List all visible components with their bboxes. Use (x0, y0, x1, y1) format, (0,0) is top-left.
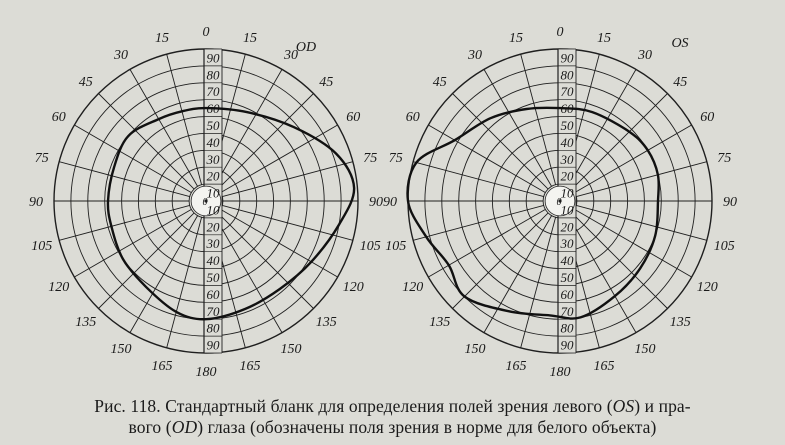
radial-label-lower: 60 (206, 286, 220, 302)
angle-label-30: 30 (638, 47, 652, 63)
radial-label-lower: 10 (206, 202, 220, 218)
meridian-line-45 (218, 94, 314, 190)
angle-label-90: 90 (369, 195, 383, 210)
angle-label-135: 135 (669, 315, 691, 331)
angle-label-240: 120 (402, 280, 424, 295)
angle-label-210: 150 (110, 342, 132, 358)
radial-label-upper: 30 (206, 151, 220, 167)
angle-label-165: 165 (593, 359, 615, 375)
angle-label-0: 0 (202, 25, 210, 40)
radial-label-upper: 50 (206, 118, 220, 133)
radial-label-upper: 90 (206, 50, 220, 66)
meridian-line-240 (74, 209, 191, 277)
radial-label-upper: 60 (560, 101, 574, 117)
radial-label-lower: 70 (560, 303, 574, 319)
angle-label-150: 150 (280, 342, 302, 358)
radial-label-lower: 80 (560, 320, 574, 336)
caption-part-2: ) и пра- (634, 396, 691, 416)
meridian-line-240 (428, 209, 545, 277)
caption-part-1: Рис. 118. Стандартный бланк для определения полей зрения левого ( (94, 396, 613, 416)
angle-label-255: 105 (31, 239, 53, 254)
meridian-line-210 (130, 216, 198, 333)
radial-label-lower: 30 (560, 236, 574, 252)
radial-label-lower: 30 (206, 236, 220, 252)
radial-label-lower: 40 (206, 253, 220, 269)
angle-label-180: 180 (195, 365, 217, 380)
angle-label-210: 150 (464, 342, 486, 358)
angle-label-345: 15 (509, 30, 523, 46)
angle-label-285: 75 (388, 151, 403, 166)
radial-label-upper: 40 (560, 134, 574, 150)
angle-label-315: 45 (432, 74, 447, 90)
angle-label-75: 75 (717, 151, 732, 166)
angle-label-300: 60 (51, 110, 66, 125)
chart-left-eye-os (383, 25, 737, 380)
meridian-line-285 (59, 162, 190, 197)
angle-label-150: 150 (634, 342, 656, 358)
angle-label-330: 30 (114, 47, 128, 63)
caption-part-4: ) глаза (обозначены поля зрения в норме для белого объекта) (197, 417, 657, 437)
meridian-line-300 (74, 125, 191, 193)
radial-label-lower: 90 (206, 337, 220, 353)
radial-label-lower: 50 (560, 270, 574, 285)
meridian-line-75 (222, 162, 352, 197)
angle-label-300: 60 (405, 110, 420, 125)
angle-label-240: 120 (48, 280, 70, 295)
radial-label-upper: 70 (560, 84, 574, 100)
center-zero-label: 0 (202, 197, 208, 208)
radial-label-upper: 70 (206, 84, 220, 100)
meridian-line-60 (221, 125, 338, 193)
radial-label-lower: 20 (560, 219, 574, 235)
angle-label-60: 60 (346, 110, 361, 125)
eye-label: OS (671, 36, 689, 51)
angle-label-225: 135 (429, 315, 451, 331)
radial-label-upper: 10 (560, 185, 574, 201)
angle-label-315: 45 (78, 74, 93, 90)
meridian-line-345 (167, 54, 202, 185)
meridian-line-345 (521, 54, 556, 185)
radial-label-upper: 80 (560, 67, 574, 83)
meridian-line-255 (413, 205, 544, 240)
meridian-line-30 (568, 69, 636, 186)
eye-label: OD (295, 40, 317, 55)
angle-label-45: 45 (673, 74, 688, 90)
radial-label-lower: 50 (206, 270, 220, 285)
meridian-line-120 (221, 209, 338, 277)
angle-label-270: 90 (29, 195, 43, 210)
meridian-line-330 (484, 69, 552, 186)
caption-part-3: вого ( (128, 417, 172, 437)
meridian-line-105 (576, 205, 707, 240)
radial-label-upper: 60 (206, 101, 220, 117)
radial-label-lower: 20 (206, 219, 220, 235)
angle-label-90: 90 (723, 195, 737, 210)
meridian-line-195 (521, 217, 556, 347)
angle-label-75: 75 (363, 151, 378, 166)
radial-label-lower: 70 (206, 303, 220, 319)
meridian-line-195 (167, 217, 202, 347)
meridian-line-285 (413, 162, 544, 197)
radial-label-upper: 20 (560, 168, 574, 184)
radial-label-lower: 40 (560, 253, 574, 269)
meridian-line-150 (568, 216, 636, 333)
angle-label-135: 135 (315, 315, 337, 331)
meridian-line-135 (572, 213, 668, 309)
meridian-line-120 (575, 209, 692, 277)
angle-label-15: 15 (243, 30, 257, 46)
angle-label-105: 105 (359, 239, 381, 254)
angle-label-120: 120 (342, 280, 364, 295)
angle-label-345: 15 (155, 30, 169, 46)
radial-label-upper: 40 (206, 134, 220, 150)
meridian-line-225 (453, 213, 549, 309)
angle-label-285: 75 (34, 151, 49, 166)
angle-label-0: 0 (556, 25, 564, 40)
angle-label-195: 165 (151, 359, 173, 375)
chart-right-eye-od (29, 25, 383, 380)
caption-os: OS (612, 396, 635, 416)
angle-label-180: 180 (549, 365, 571, 380)
radial-label-upper: 30 (560, 151, 574, 167)
angle-label-30: 30 (284, 47, 298, 63)
meridian-line-30 (214, 69, 282, 186)
angle-label-15: 15 (597, 30, 611, 46)
angle-label-165: 165 (239, 359, 261, 375)
angle-label-105: 105 (713, 239, 735, 254)
meridian-line-300 (428, 125, 545, 193)
angle-label-270: 90 (383, 195, 397, 210)
angle-label-60: 60 (700, 110, 715, 125)
meridian-line-135 (218, 213, 314, 309)
angle-label-45: 45 (319, 74, 334, 90)
radial-label-upper: 10 (206, 185, 220, 201)
meridian-line-75 (576, 162, 707, 197)
radial-label-lower: 90 (560, 337, 574, 353)
radial-label-lower: 60 (560, 286, 574, 302)
angle-label-225: 135 (75, 315, 97, 331)
radial-label-lower: 80 (206, 320, 220, 336)
center-zero-label: 0 (556, 197, 562, 208)
radial-label-upper: 80 (206, 67, 220, 83)
angle-label-120: 120 (696, 280, 718, 295)
radial-label-upper: 90 (560, 50, 574, 66)
radial-label-upper: 20 (206, 168, 220, 184)
radial-label-upper: 50 (560, 118, 574, 133)
radial-label-lower: 10 (560, 202, 574, 218)
figure-caption (0, 396, 785, 438)
angle-label-330: 30 (468, 47, 482, 63)
meridian-line-45 (572, 94, 668, 190)
caption-od: OD (171, 417, 198, 437)
angle-label-195: 165 (505, 359, 527, 375)
meridian-line-255 (59, 205, 190, 240)
angle-label-255: 105 (385, 239, 407, 254)
